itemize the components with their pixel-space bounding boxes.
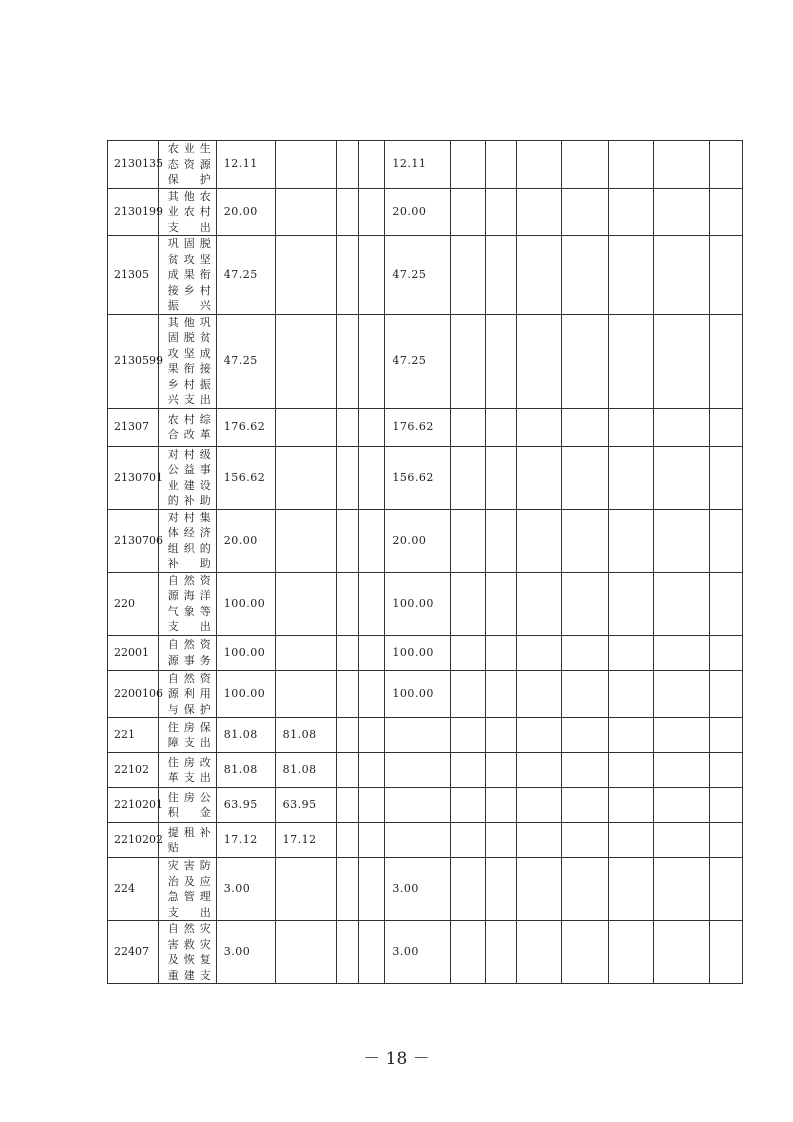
cell-name: 对村集体经济组织的补助: [158, 509, 216, 572]
cell-c4: [336, 408, 358, 446]
cell-empty: [485, 314, 516, 408]
cell-empty: [485, 408, 516, 446]
cell-c5: [358, 408, 384, 446]
cell-c4: [336, 188, 358, 236]
cell-empty: [710, 188, 743, 236]
cell-basic: [275, 446, 336, 509]
cell-basic: [275, 858, 336, 921]
cell-c5: [358, 718, 384, 753]
cell-empty: [653, 408, 710, 446]
cell-total: 3.00: [216, 921, 275, 984]
cell-empty: [485, 823, 516, 858]
cell-basic: 63.95: [275, 788, 336, 823]
cell-empty: [710, 314, 743, 408]
cell-total: 81.08: [216, 718, 275, 753]
cell-empty: [451, 188, 486, 236]
cell-total: 176.62: [216, 408, 275, 446]
cell-basic: [275, 141, 336, 189]
cell-empty: [517, 718, 562, 753]
cell-c5: [358, 858, 384, 921]
cell-c5: [358, 236, 384, 315]
cell-empty: [451, 572, 486, 635]
cell-empty: [653, 635, 710, 670]
cell-empty: [451, 753, 486, 788]
cell-project: 20.00: [385, 509, 451, 572]
cell-c4: [336, 921, 358, 984]
cell-empty: [710, 788, 743, 823]
cell-code: 2210202: [108, 823, 159, 858]
cell-empty: [562, 188, 609, 236]
cell-empty: [517, 446, 562, 509]
cell-empty: [710, 408, 743, 446]
cell-name: 对村级公益事业建设的补助: [158, 446, 216, 509]
cell-empty: [653, 921, 710, 984]
cell-code: 21305: [108, 236, 159, 315]
cell-empty: [562, 572, 609, 635]
cell-empty: [608, 509, 653, 572]
cell-empty: [451, 314, 486, 408]
cell-basic: [275, 635, 336, 670]
cell-c4: [336, 236, 358, 315]
cell-project: 100.00: [385, 635, 451, 670]
cell-basic: 17.12: [275, 823, 336, 858]
cell-total: 20.00: [216, 509, 275, 572]
cell-empty: [485, 572, 516, 635]
table-row: [108, 753, 743, 788]
cell-empty: [562, 670, 609, 718]
cell-c4: [336, 670, 358, 718]
cell-c5: [358, 670, 384, 718]
cell-empty: [485, 670, 516, 718]
cell-empty: [485, 921, 516, 984]
cell-empty: [451, 635, 486, 670]
cell-empty: [710, 670, 743, 718]
cell-c5: [358, 823, 384, 858]
cell-code: 2130599: [108, 314, 159, 408]
cell-empty: [517, 753, 562, 788]
cell-empty: [562, 921, 609, 984]
cell-c4: [336, 446, 358, 509]
cell-total: 47.25: [216, 314, 275, 408]
cell-c4: [336, 509, 358, 572]
cell-empty: [451, 823, 486, 858]
page-number: － 18 －: [363, 1049, 430, 1069]
cell-empty: [653, 788, 710, 823]
cell-empty: [653, 753, 710, 788]
table-row: [108, 408, 743, 446]
cell-total: 81.08: [216, 753, 275, 788]
cell-name: 巩固脱贫攻坚成果衔接乡村振兴: [158, 236, 216, 315]
cell-c5: [358, 921, 384, 984]
cell-empty: [517, 858, 562, 921]
cell-basic: [275, 408, 336, 446]
cell-empty: [608, 314, 653, 408]
cell-empty: [517, 823, 562, 858]
cell-project: [385, 753, 451, 788]
cell-empty: [485, 188, 516, 236]
cell-empty: [608, 823, 653, 858]
cell-empty: [608, 572, 653, 635]
cell-code: 2210201: [108, 788, 159, 823]
cell-empty: [517, 314, 562, 408]
cell-empty: [451, 670, 486, 718]
cell-total: 100.00: [216, 635, 275, 670]
cell-total: 12.11: [216, 141, 275, 189]
cell-project: 20.00: [385, 188, 451, 236]
cell-project: 3.00: [385, 921, 451, 984]
cell-empty: [517, 635, 562, 670]
cell-empty: [608, 718, 653, 753]
cell-empty: [562, 314, 609, 408]
cell-empty: [562, 823, 609, 858]
cell-empty: [562, 635, 609, 670]
cell-empty: [653, 823, 710, 858]
cell-code: 21307: [108, 408, 159, 446]
cell-empty: [451, 858, 486, 921]
cell-total: 100.00: [216, 572, 275, 635]
cell-empty: [608, 670, 653, 718]
table-row: [108, 921, 743, 984]
cell-empty: [485, 753, 516, 788]
cell-empty: [608, 788, 653, 823]
cell-empty: [710, 236, 743, 315]
cell-empty: [451, 921, 486, 984]
cell-basic: [275, 670, 336, 718]
cell-c5: [358, 314, 384, 408]
cell-c4: [336, 753, 358, 788]
cell-empty: [562, 788, 609, 823]
cell-empty: [485, 446, 516, 509]
cell-empty: [517, 572, 562, 635]
cell-empty: [562, 509, 609, 572]
cell-empty: [710, 572, 743, 635]
cell-empty: [710, 718, 743, 753]
budget-table: [107, 140, 743, 984]
cell-basic: [275, 921, 336, 984]
cell-total: 17.12: [216, 823, 275, 858]
cell-name: 其他巩固脱贫攻坚成果衔接乡村振兴支出: [158, 314, 216, 408]
cell-empty: [562, 236, 609, 315]
cell-code: 224: [108, 858, 159, 921]
cell-c4: [336, 141, 358, 189]
cell-empty: [608, 236, 653, 315]
cell-empty: [451, 408, 486, 446]
cell-c4: [336, 314, 358, 408]
cell-code: 2130199: [108, 188, 159, 236]
table-row: [108, 718, 743, 753]
cell-empty: [608, 858, 653, 921]
cell-empty: [608, 753, 653, 788]
cell-empty: [485, 635, 516, 670]
cell-empty: [653, 670, 710, 718]
cell-name: 自然资源利用与保护: [158, 670, 216, 718]
cell-empty: [608, 141, 653, 189]
cell-empty: [485, 509, 516, 572]
cell-empty: [517, 670, 562, 718]
cell-empty: [451, 236, 486, 315]
cell-project: 12.11: [385, 141, 451, 189]
cell-empty: [485, 141, 516, 189]
cell-c4: [336, 823, 358, 858]
cell-empty: [653, 446, 710, 509]
cell-empty: [485, 858, 516, 921]
cell-c4: [336, 572, 358, 635]
cell-code: 2130706: [108, 509, 159, 572]
cell-c4: [336, 858, 358, 921]
cell-empty: [710, 753, 743, 788]
cell-code: 22407: [108, 921, 159, 984]
cell-empty: [517, 141, 562, 189]
cell-name: 灾害防治及应急管理支出: [158, 858, 216, 921]
cell-empty: [562, 753, 609, 788]
cell-name: 自然资源事务: [158, 635, 216, 670]
cell-empty: [653, 188, 710, 236]
table-row: [108, 670, 743, 718]
cell-empty: [710, 509, 743, 572]
cell-empty: [562, 718, 609, 753]
cell-empty: [653, 572, 710, 635]
cell-empty: [608, 408, 653, 446]
cell-empty: [451, 788, 486, 823]
cell-basic: [275, 572, 336, 635]
cell-c4: [336, 635, 358, 670]
cell-empty: [608, 188, 653, 236]
cell-c5: [358, 446, 384, 509]
cell-empty: [517, 509, 562, 572]
cell-name: 提租补贴: [158, 823, 216, 858]
cell-empty: [517, 921, 562, 984]
cell-empty: [710, 921, 743, 984]
cell-empty: [710, 635, 743, 670]
cell-project: 100.00: [385, 670, 451, 718]
cell-c5: [358, 788, 384, 823]
cell-empty: [653, 236, 710, 315]
cell-c4: [336, 788, 358, 823]
table-row: [108, 572, 743, 635]
cell-empty: [562, 446, 609, 509]
cell-name: 自然灾害救灾及恢复重建支: [158, 921, 216, 984]
cell-empty: [608, 446, 653, 509]
cell-total: 100.00: [216, 670, 275, 718]
cell-code: 22001: [108, 635, 159, 670]
cell-basic: [275, 188, 336, 236]
cell-c5: [358, 509, 384, 572]
cell-project: 100.00: [385, 572, 451, 635]
cell-empty: [451, 509, 486, 572]
cell-empty: [653, 509, 710, 572]
cell-c5: [358, 141, 384, 189]
cell-total: 63.95: [216, 788, 275, 823]
table-row: [108, 188, 743, 236]
cell-empty: [562, 408, 609, 446]
cell-total: 47.25: [216, 236, 275, 315]
table-row: [108, 236, 743, 315]
cell-name: 农业生态资源保护: [158, 141, 216, 189]
cell-code: 220: [108, 572, 159, 635]
cell-basic: [275, 314, 336, 408]
cell-total: 156.62: [216, 446, 275, 509]
cell-empty: [653, 858, 710, 921]
cell-basic: 81.08: [275, 718, 336, 753]
cell-c5: [358, 188, 384, 236]
cell-c5: [358, 635, 384, 670]
cell-project: [385, 718, 451, 753]
cell-empty: [451, 446, 486, 509]
cell-name: 住房改革支出: [158, 753, 216, 788]
cell-basic: [275, 509, 336, 572]
cell-project: [385, 823, 451, 858]
cell-code: 2130135: [108, 141, 159, 189]
cell-empty: [710, 858, 743, 921]
cell-c5: [358, 753, 384, 788]
cell-project: 47.25: [385, 314, 451, 408]
cell-empty: [710, 446, 743, 509]
table-row: [108, 635, 743, 670]
cell-empty: [485, 788, 516, 823]
cell-empty: [653, 314, 710, 408]
cell-empty: [451, 141, 486, 189]
cell-c5: [358, 572, 384, 635]
table-row: [108, 314, 743, 408]
cell-empty: [710, 141, 743, 189]
cell-name: 农村综合改革: [158, 408, 216, 446]
cell-empty: [485, 236, 516, 315]
cell-project: 47.25: [385, 236, 451, 315]
cell-name: 其他农业农村支出: [158, 188, 216, 236]
cell-empty: [710, 823, 743, 858]
cell-empty: [653, 141, 710, 189]
cell-basic: 81.08: [275, 753, 336, 788]
cell-empty: [562, 858, 609, 921]
cell-basic: [275, 236, 336, 315]
cell-empty: [517, 188, 562, 236]
cell-code: 22102: [108, 753, 159, 788]
cell-c4: [336, 718, 358, 753]
cell-name: 住房公积金: [158, 788, 216, 823]
cell-total: 3.00: [216, 858, 275, 921]
cell-empty: [485, 718, 516, 753]
cell-total: 20.00: [216, 188, 275, 236]
cell-empty: [517, 236, 562, 315]
table-row: [108, 509, 743, 572]
cell-project: 176.62: [385, 408, 451, 446]
cell-code: 2200106: [108, 670, 159, 718]
cell-project: [385, 788, 451, 823]
cell-code: 2130701: [108, 446, 159, 509]
cell-empty: [608, 635, 653, 670]
cell-empty: [451, 718, 486, 753]
cell-empty: [517, 408, 562, 446]
cell-project: 156.62: [385, 446, 451, 509]
cell-name: 自然资源海洋气象等支出: [158, 572, 216, 635]
table-row: [108, 446, 743, 509]
table-row: [108, 141, 743, 189]
cell-empty: [608, 921, 653, 984]
table-row: [108, 823, 743, 858]
cell-name: 住房保障支出: [158, 718, 216, 753]
cell-code: 221: [108, 718, 159, 753]
cell-empty: [517, 788, 562, 823]
cell-project: 3.00: [385, 858, 451, 921]
cell-empty: [562, 141, 609, 189]
table-row: [108, 788, 743, 823]
cell-empty: [653, 718, 710, 753]
table-row: [108, 858, 743, 921]
